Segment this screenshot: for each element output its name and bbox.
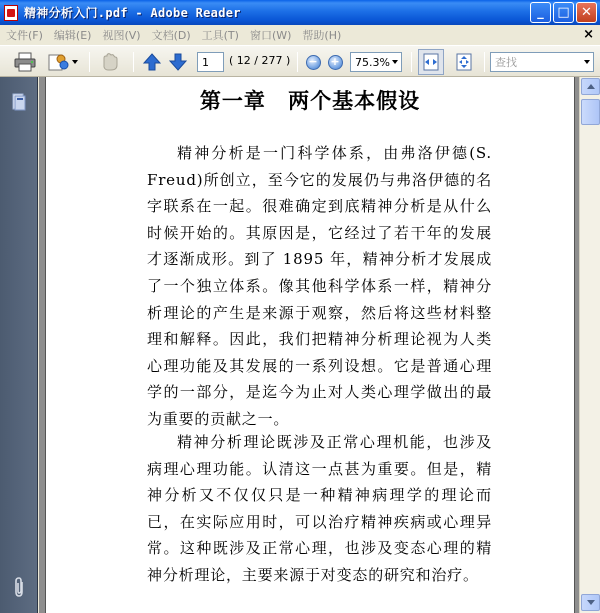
menu-file[interactable]: 文件(F) <box>6 29 43 42</box>
arrow-up-icon <box>142 52 162 72</box>
scroll-up-icon <box>587 84 595 89</box>
pdf-page <box>45 77 575 613</box>
fit-page-button[interactable] <box>451 50 477 74</box>
pages-panel-icon[interactable] <box>12 93 26 111</box>
next-page-button[interactable] <box>167 50 189 74</box>
zoom-value: 75.3% <box>355 55 390 69</box>
paperclip-icon[interactable] <box>10 577 28 599</box>
chevron-down-icon <box>392 60 398 64</box>
document-viewport[interactable] <box>39 77 579 613</box>
print-button[interactable] <box>12 50 38 74</box>
zoom-select[interactable] <box>350 52 402 72</box>
toolbar-divider <box>297 52 298 72</box>
arrow-down-icon <box>168 52 188 72</box>
hand-tool-button[interactable] <box>96 50 124 74</box>
printer-icon <box>14 52 36 72</box>
scroll-down-icon <box>587 600 595 605</box>
chevron-down-icon <box>584 60 590 64</box>
menu-view[interactable]: 视图(V) <box>102 29 141 42</box>
menu-window[interactable]: 窗口(W) <box>249 29 292 42</box>
previous-page-button[interactable] <box>141 50 163 74</box>
zoom-in-button[interactable] <box>326 50 344 74</box>
page-count: ( 12 / 277 ) <box>229 54 291 67</box>
scrollbar-thumb[interactable] <box>581 99 600 125</box>
collaborate-icon <box>47 52 69 72</box>
toolbar-divider <box>89 52 90 72</box>
paragraph: 精神分析是一门科学体系，由弗洛伊德(S. Freud)所创立，至今它的发展仍与弗洛伊德的名字联系在一起。很难确定到底精神分析是从什么时候开始的。其原因是，它经过了若干年的发展才逐渐成形。到了 1895 年，精神分析才发展成了一个独立体系。像其他科学体系一样，精神分析理论的产生是来源于观察，然后将这些材料整理和解释。因此，我们把精神分析理论视为人类心理功能及其发展的一系列设想。它是普通心理学的一部分，是迄今为止对人类心理学做出的最为重要的贡献之一。 <box>147 144 492 428</box>
scroll-down-button[interactable] <box>581 594 600 611</box>
window-controls <box>530 2 597 23</box>
chapter-title: 第一章 两个基本假设 <box>199 88 421 113</box>
close-button[interactable]: ✕ <box>576 2 597 23</box>
menu-document[interactable]: 文档(D) <box>151 29 191 42</box>
zoom-out-button[interactable] <box>304 50 322 74</box>
fit-page-icon <box>454 52 474 72</box>
scroll-up-button[interactable] <box>581 78 600 95</box>
adobe-reader-icon <box>4 5 18 21</box>
title-bar <box>0 0 600 25</box>
maximize-button[interactable]: □ <box>553 2 574 23</box>
paragraph: 精神分析理论既涉及正常心理机能，也涉及病理心理功能。认清这一点甚为重要。但是，精神分析又不仅仅只是一种精神病理学的理论而已，在实际应用时，可以治疗精神疾病或心理异常。这种既涉及正常心理，也涉及变态心理的精神分析理论，主要来源于对变态的研究和治疗。 <box>147 433 492 584</box>
window-title: 精神分析入门.pdf - Adobe Reader <box>24 6 241 20</box>
vertical-scrollbar[interactable] <box>579 77 600 613</box>
toolbar-divider <box>133 52 134 72</box>
search-placeholder: 查找 <box>495 56 517 69</box>
fit-width-icon <box>421 52 441 72</box>
collaborate-button[interactable] <box>46 50 78 74</box>
chevron-down-icon <box>72 60 78 64</box>
document-close-button[interactable]: × <box>583 27 594 42</box>
toolbar-divider <box>484 52 485 72</box>
navigation-panel <box>0 77 38 613</box>
zoom-in-icon: + <box>328 55 343 70</box>
zoom-out-icon: − <box>306 55 321 70</box>
menu-edit[interactable]: 编辑(E) <box>53 29 92 42</box>
search-input[interactable] <box>490 52 594 72</box>
toolbar <box>0 45 600 77</box>
menu-help[interactable]: 帮助(H) <box>302 29 342 42</box>
fit-width-button[interactable] <box>418 49 444 75</box>
hand-icon <box>99 52 121 72</box>
page-number-input[interactable]: 1 <box>197 52 224 72</box>
minimize-button[interactable]: _ <box>530 2 551 23</box>
toolbar-divider <box>411 52 412 72</box>
menu-bar <box>0 25 600 45</box>
menu-tools[interactable]: 工具(T) <box>201 29 239 42</box>
